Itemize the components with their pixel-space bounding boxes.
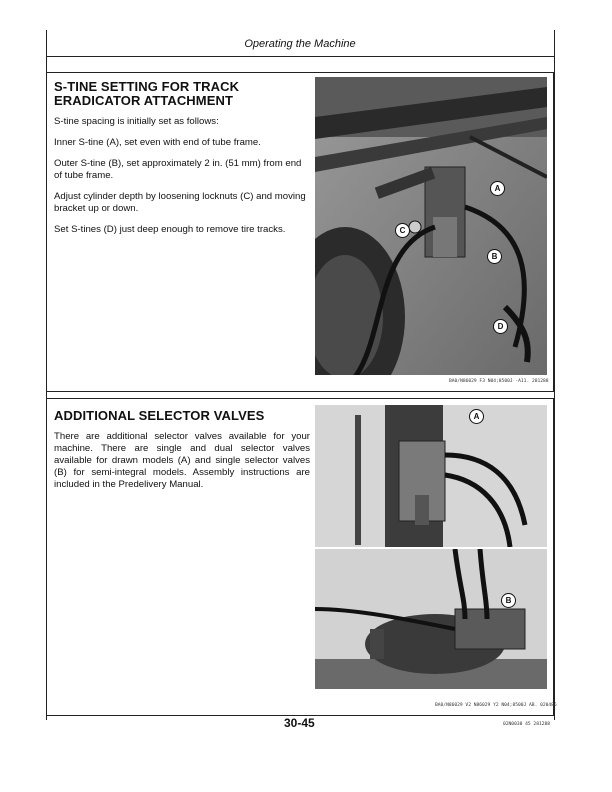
page-reference: 02N0030 45 281288 (503, 722, 551, 727)
paragraph: Outer S-tine (B), set approximately 2 in. (51 mm) from end of tube frame. (54, 158, 302, 181)
section-text (54, 80, 310, 245)
page-header (46, 30, 554, 57)
track-eradicator-illustration (315, 77, 547, 375)
callout-b: B (487, 249, 502, 264)
track-eradicator-photo (315, 77, 547, 375)
page-right-rule (554, 30, 555, 720)
section-title: S-TINE SETTING FOR TRACK ERADICATOR ATTACHMENT (54, 79, 240, 108)
page-header-title: Operating the Machine (244, 38, 356, 50)
callout-a: A (490, 181, 505, 196)
page-number: 30-45 (284, 716, 315, 730)
section-title: ADDITIONAL SELECTOR VALVES (54, 408, 265, 423)
callout-d: D (493, 319, 508, 334)
paragraph: There are additional selector valves available for your machine. There are single and dual selector valves available for drawn models (A) and single selector valves (B) for semi-integral models. Assembly instructions are included in the Predelivery Manual. (54, 431, 310, 490)
drawn-model-valve-illustration (315, 405, 547, 547)
semi-integral-valve-photo (315, 549, 547, 689)
figure-caption: BA0/N86029 F3 N04;8500J -A11. 281288 (449, 379, 549, 384)
callout-c: C (395, 223, 410, 238)
semi-integral-valve-illustration (315, 549, 547, 689)
section-text (54, 409, 310, 500)
paragraph: Inner S-tine (A), set even with end of tube frame. (54, 137, 261, 148)
section-s-tine-setting (46, 72, 554, 392)
callout-b: B (501, 593, 516, 608)
figure-caption: BA0/N86029 V2 N86029 Y2 N04;8500J AB. 020486 (435, 703, 557, 708)
drawn-model-valve-photo (315, 405, 547, 547)
section-selector-valves (46, 398, 557, 716)
paragraph: Set S-tines (D) just deep enough to remove tire tracks. (54, 224, 286, 235)
paragraph: S-tine spacing is initially set as follows: (54, 116, 219, 127)
callout-a: A (469, 409, 484, 424)
paragraph: Adjust cylinder depth by loosening locknuts (C) and moving bracket up or down. (54, 191, 306, 214)
